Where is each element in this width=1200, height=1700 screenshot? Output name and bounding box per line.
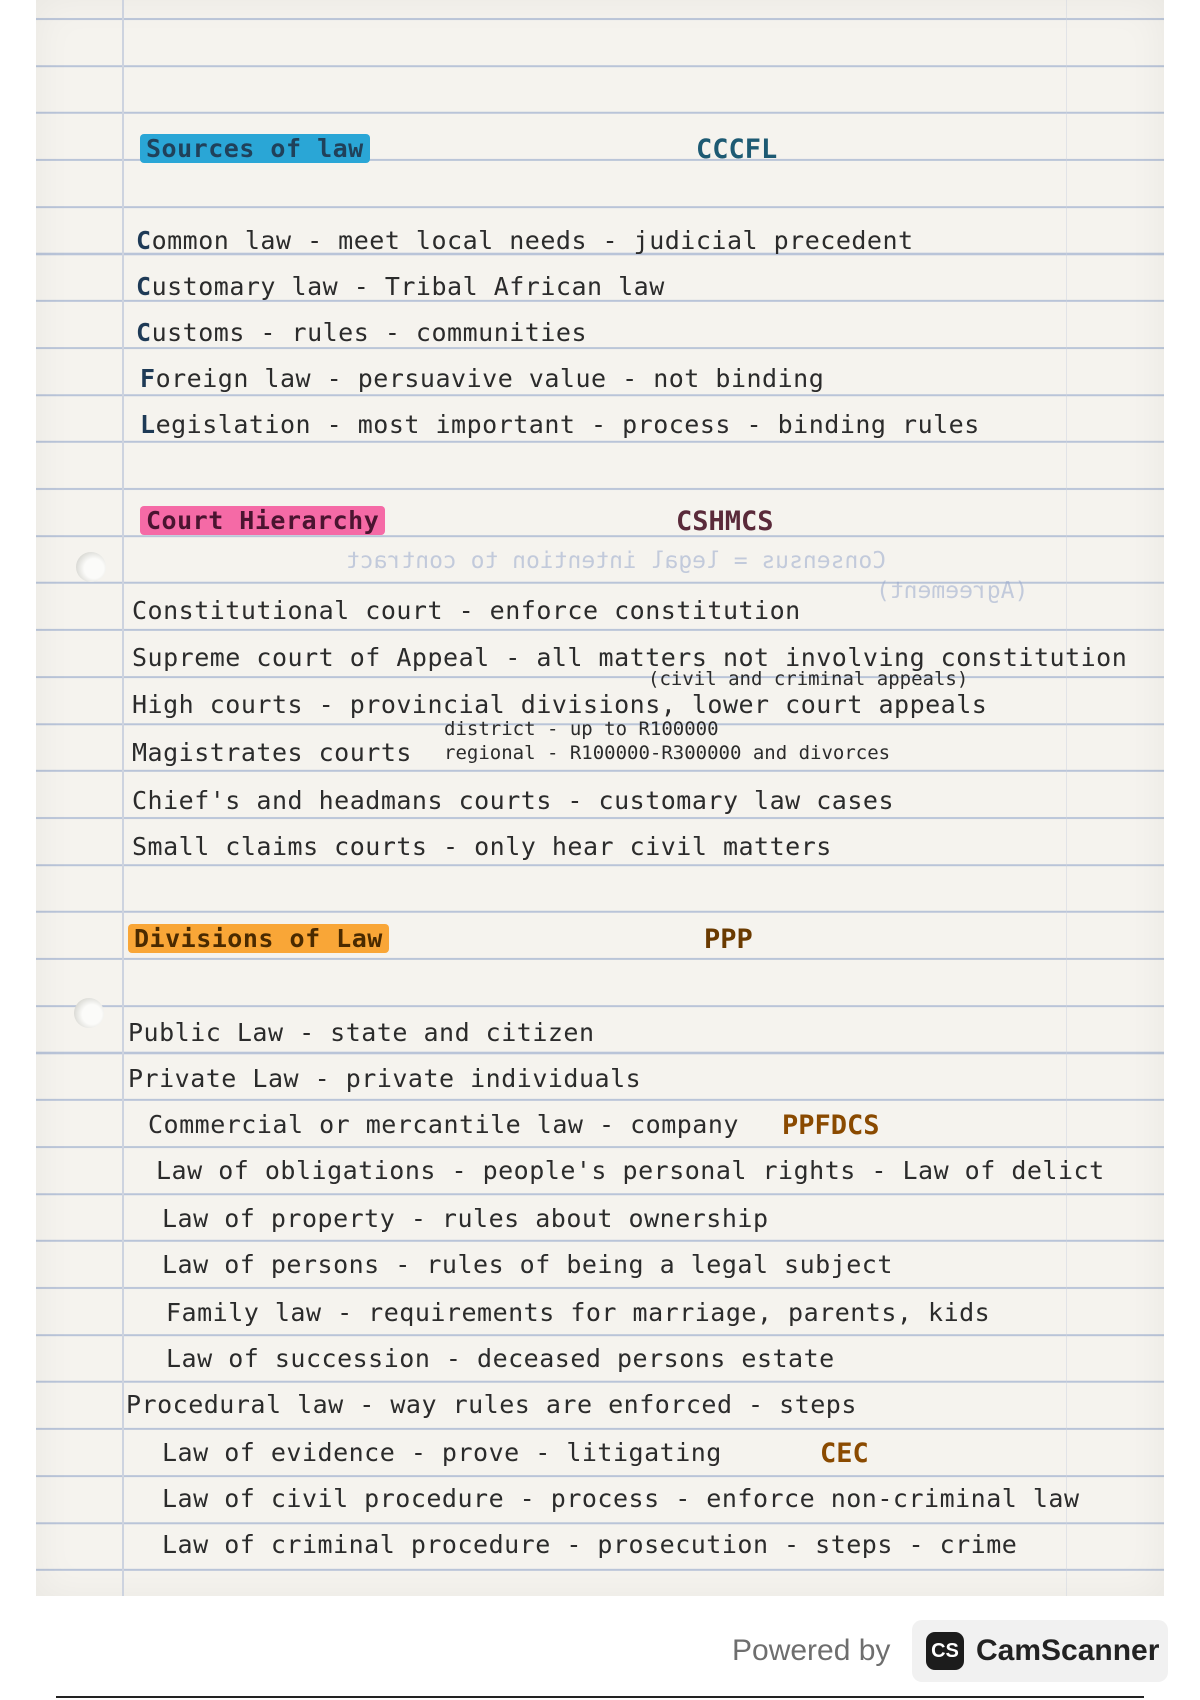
list-item <box>136 318 587 347</box>
list-item: Law of obligations - people's personal rights - Law of delict <box>156 1156 1105 1185</box>
courts-heading-text: Court Hierarchy <box>140 506 385 535</box>
initial-letter: L <box>140 410 156 439</box>
magistrate-regional: regional - R100000-R300000 and divorces <box>444 742 891 764</box>
item-text: ustoms - rules - communities <box>151 318 587 347</box>
list-item: Public Law - state and citizen <box>128 1018 595 1047</box>
divisions-heading <box>128 924 389 953</box>
item-text: ustomary law - Tribal African law <box>151 272 665 301</box>
list-item: Constitutional court - enforce constitution <box>132 596 801 625</box>
annotation-note: (civil and criminal appeals) <box>648 668 969 690</box>
list-item: Procedural law - way rules are enforced - steps <box>126 1390 857 1419</box>
private-mnemonic: PPFDCS <box>782 1110 880 1141</box>
item-text: egislation - most important - process - binding rules <box>155 410 980 439</box>
notebook-page <box>36 0 1164 1598</box>
powered-by-text: Powered by <box>732 1634 891 1667</box>
scanner-footer <box>0 1596 1200 1700</box>
punch-hole <box>76 552 106 582</box>
item-text: oreign law - persuavive value - not binding <box>155 364 825 393</box>
list-item: Family law - requirements for marriage, parents, kids <box>166 1298 991 1327</box>
list-item: High courts - provincial divisions, lower court appeals <box>132 690 988 719</box>
courts-heading <box>140 506 385 535</box>
item-text: ommon law - meet local needs - judicial precedent <box>151 226 914 255</box>
initial-letter: C <box>136 226 152 255</box>
camscanner-badge[interactable] <box>912 1620 1168 1682</box>
list-item: Small claims courts - only hear civil matters <box>132 832 832 861</box>
initial-letter: C <box>136 272 152 301</box>
sources-heading <box>140 134 370 163</box>
divisions-mnemonic: PPP <box>704 924 753 955</box>
list-item: Law of criminal procedure - prosecution - steps - crime <box>162 1530 1018 1559</box>
list-item: Supreme court of Appeal - all matters not involving constitution <box>132 643 1128 672</box>
procedural-mnemonic: CEC <box>820 1438 869 1469</box>
list-item: Law of civil procedure - process - enforce non-criminal law <box>162 1484 1080 1513</box>
initial-letter: C <box>136 318 152 347</box>
list-item: Law of succession - deceased persons estate <box>166 1344 835 1373</box>
initial-letter: F <box>140 364 156 393</box>
list-item: Magistrates courts <box>132 738 412 767</box>
sources-heading-text: Sources of law <box>140 134 370 163</box>
footer-rule <box>56 1696 1144 1698</box>
list-item: Law of evidence - prove - litigating <box>162 1438 722 1467</box>
list-item <box>140 410 980 439</box>
bleed-through-text: (Agreement) <box>876 578 1029 604</box>
list-item <box>140 364 824 393</box>
magistrate-district: district - up to R100000 <box>444 718 719 740</box>
margin-line-right <box>1066 0 1067 1598</box>
list-item: Chief's and headmans courts - customary law cases <box>132 786 895 815</box>
bleed-through-text: Consensus = legal intention to contract <box>346 548 887 574</box>
margin-line <box>122 0 124 1598</box>
list-item <box>136 226 914 255</box>
punch-hole <box>74 998 104 1028</box>
list-item: Law of property - rules about ownership <box>162 1204 769 1233</box>
list-item <box>136 272 665 301</box>
camscanner-logo-icon: CS <box>926 1632 964 1670</box>
courts-mnemonic: CSHMCS <box>676 506 774 537</box>
list-item: Commercial or mercantile law - company <box>148 1110 739 1139</box>
divisions-heading-text: Divisions of Law <box>128 924 389 953</box>
list-item: Private Law - private individuals <box>128 1064 642 1093</box>
sources-mnemonic: CCCFL <box>696 134 778 165</box>
camscanner-brand: CamScanner <box>976 1634 1160 1667</box>
list-item: Law of persons - rules of being a legal subject <box>162 1250 893 1279</box>
